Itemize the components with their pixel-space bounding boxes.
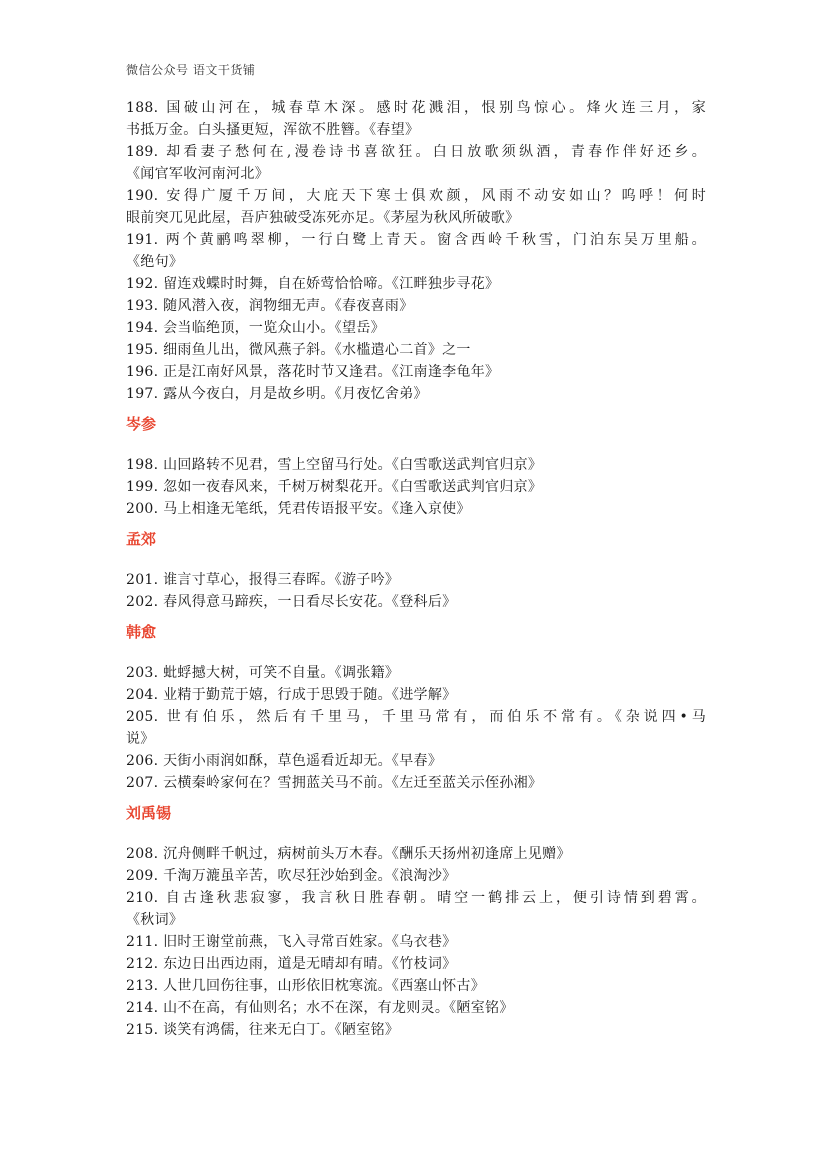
poem-line-206: 206. 天街小雨润如酥，草色遥看近却无。《早春》 bbox=[126, 753, 443, 769]
poem-line-210: 210. 自古逢秋悲寂寥，我言秋日胜春朝。晴空一鹤排云上，便引诗情到碧霄。 bbox=[126, 890, 706, 906]
poem-line-194: 194. 会当临绝顶，一览众山小。《望岳》 bbox=[126, 320, 385, 336]
poem-line-191: 191. 两个黄鹂鸣翠柳，一行白鹭上青天。窗含西岭千秋雪，门泊东吴万里船。 bbox=[126, 232, 706, 248]
poem-line-190-cont: 眼前突兀见此屋，吾庐独破受冻死亦足。《茅屋为秋风所破歌》 bbox=[126, 210, 520, 226]
poem-line-195: 195. 细雨鱼儿出，微风燕子斜。《水槛遣心二首》之一 bbox=[126, 342, 471, 358]
poem-line-188-cont: 书抵万金。白头搔更短，浑欲不胜簪。《春望》 bbox=[126, 122, 420, 138]
poem-line-189: 189. 却看妻子愁何在,漫卷诗书喜欲狂。白日放歌须纵酒，青春作伴好还乡。 bbox=[126, 144, 706, 160]
poem-list bbox=[126, 97, 706, 1041]
section-title-liu-yuxi: 刘禹锡 bbox=[126, 804, 172, 822]
poem-line-210-cont: 《秋词》 bbox=[126, 912, 184, 928]
poem-line-211: 211. 旧时王谢堂前燕，飞入寻常百姓家。《乌衣巷》 bbox=[126, 934, 457, 950]
poem-line-205: 205. 世有伯乐，然后有千里马，千里马常有，而伯乐不常有。《杂说四•马 bbox=[126, 709, 706, 725]
poem-line-197: 197. 露从今夜白，月是故乡明。《月夜忆舍弟》 bbox=[126, 386, 428, 402]
section-title-cen-shen: 岑参 bbox=[126, 415, 157, 433]
poem-line-214: 214. 山不在高，有仙则名；水不在深，有龙则灵。《陋室铭》 bbox=[126, 1000, 514, 1016]
poem-line-201: 201. 谁言寸草心，报得三春晖。《游子吟》 bbox=[126, 572, 400, 588]
section-title-meng-jiao: 孟郊 bbox=[126, 530, 157, 548]
poem-line-196: 196. 正是江南好风景，落花时节又逢君。《江南逢李龟年》 bbox=[126, 364, 500, 380]
section-title-han-yu: 韩愈 bbox=[126, 623, 157, 641]
poem-line-198: 198. 山回路转不见君，雪上空留马行处。《白雪歌送武判官归京》 bbox=[126, 457, 543, 473]
poem-line-200: 200. 马上相逢无笔纸，凭君传语报平安。《逢入京使》 bbox=[126, 501, 471, 517]
poem-line-189-cont: 《闻官军收河南河北》 bbox=[126, 166, 269, 182]
poem-line-193: 193. 随风潜入夜，润物细无声。《春夜喜雨》 bbox=[126, 298, 414, 314]
poem-line-190: 190. 安得广厦千万间，大庇天下寒士俱欢颜，风雨不动安如山？呜呼！何时 bbox=[126, 188, 706, 204]
poem-line-192: 192. 留连戏蝶时时舞，自在娇莺恰恰啼。《江畔独步寻花》 bbox=[126, 276, 500, 292]
poem-line-213: 213. 人世几回伤往事，山形依旧枕寒流。《西塞山怀古》 bbox=[126, 978, 486, 994]
poem-line-215: 215. 谈笑有鸿儒，往来无白丁。《陋室铭》 bbox=[126, 1022, 400, 1038]
poem-line-209: 209. 千淘万漉虽辛苦，吹尽狂沙始到金。《浪淘沙》 bbox=[126, 868, 457, 884]
poem-line-202: 202. 春风得意马蹄疾，一日看尽长安花。《登科后》 bbox=[126, 594, 457, 610]
poem-line-205-cont: 说》 bbox=[126, 731, 155, 747]
poem-line-188: 188. 国破山河在，城春草木深。感时花溅泪，恨别鸟惊心。烽火连三月，家 bbox=[126, 100, 706, 116]
page-header: 微信公众号 语文干货铺 bbox=[126, 63, 256, 77]
poem-line-208: 208. 沉舟侧畔千帆过，病树前头万木春。《酬乐天扬州初逢席上见赠》 bbox=[126, 846, 571, 862]
poem-line-191-cont: 《绝句》 bbox=[126, 254, 184, 270]
poem-line-204: 204. 业精于勤荒于嬉，行成于思毁于随。《进学解》 bbox=[126, 687, 457, 703]
poem-line-207: 207. 云横秦岭家何在？雪拥蓝关马不前。《左迁至蓝关示侄孙湘》 bbox=[126, 775, 543, 791]
poem-line-212: 212. 东边日出西边雨，道是无晴却有晴。《竹枝词》 bbox=[126, 956, 457, 972]
poem-line-199: 199. 忽如一夜春风来，千树万树梨花开。《白雪歌送武判官归京》 bbox=[126, 479, 543, 495]
poem-line-203: 203. 蚍蜉撼大树，可笑不自量。《调张籍》 bbox=[126, 665, 400, 681]
